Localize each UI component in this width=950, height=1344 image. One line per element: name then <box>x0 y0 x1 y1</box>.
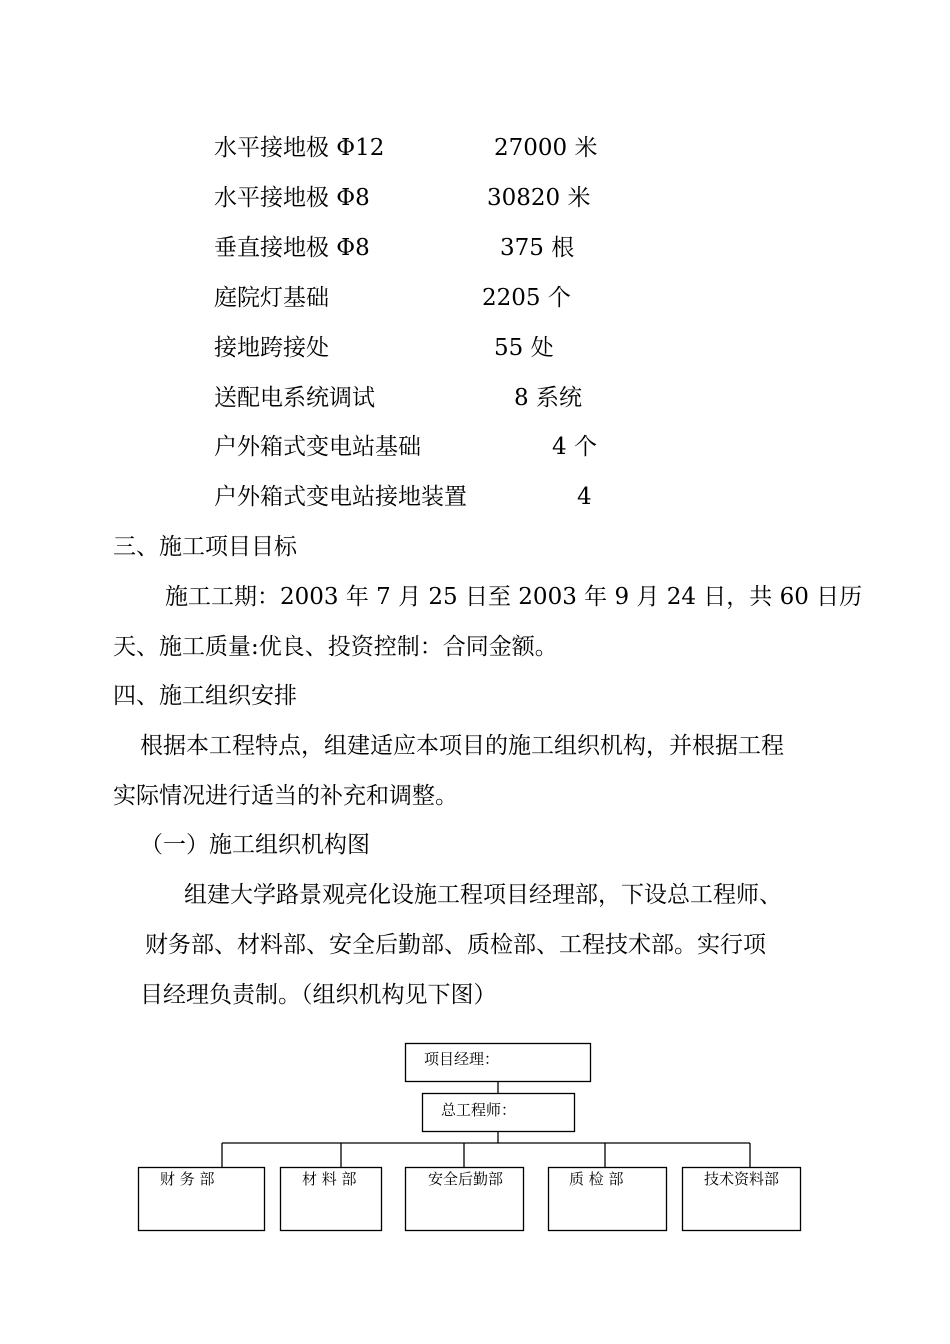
body-text: 目经理负责制。（组织机构见下图） <box>140 982 497 1008</box>
item-qty: 27000 米 <box>494 135 598 161</box>
item-qty: 8 系统 <box>514 385 582 411</box>
item-qty: 55 处 <box>494 335 554 361</box>
body-text: 实际情况进行适当的补充和调整。 <box>113 783 458 809</box>
department-label: 质 检 部 <box>569 1170 624 1188</box>
item-name: 接地跨接处 <box>214 335 329 361</box>
body-text: 组建大学路景观亮化设施工程项目经理部，下设总工程师、 <box>184 882 782 908</box>
body-text: 根据本工程特点，组建适应本项目的施工组织机构，并根据工程 <box>140 733 784 759</box>
item-qty: 375 根 <box>500 235 575 261</box>
manager-label: 项目经理： <box>424 1050 500 1068</box>
item-name: 户外箱式变电站接地装置 <box>214 484 467 510</box>
section-heading: 四、施工组织安排 <box>113 683 297 709</box>
body-text: 天、施工质量:优良、投资控制：合同金额。 <box>113 634 558 660</box>
department-label: 材 料 部 <box>302 1170 357 1188</box>
item-name: 水平接地极 Φ12 <box>214 135 385 161</box>
item-name: 水平接地极 Φ8 <box>214 185 370 211</box>
item-name: 户外箱式变电站基础 <box>214 434 421 460</box>
item-name: 送配电系统调试 <box>214 385 375 411</box>
item-name: 庭院灯基础 <box>214 285 329 311</box>
section-heading: 三、施工项目目标 <box>113 534 297 560</box>
body-text: 施工工期：2003 年 7 月 25 日至 2003 年 9 月 24 日，共 60 日历 <box>165 584 863 610</box>
item-qty: 4 <box>577 484 592 510</box>
item-name: 垂直接地极 Φ8 <box>214 235 370 261</box>
sub-heading: （一）施工组织机构图 <box>140 832 370 858</box>
department-label: 技术资料部 <box>704 1170 780 1188</box>
item-qty: 4 个 <box>552 434 597 460</box>
item-qty: 2205 个 <box>482 285 571 311</box>
item-qty: 30820 米 <box>487 185 591 211</box>
department-label: 财 务 部 <box>160 1170 215 1188</box>
body-text: 财务部、材料部、安全后勤部、质检部、工程技术部。实行项 <box>145 932 766 958</box>
department-label: 安全后勤部 <box>428 1170 504 1188</box>
chief-engineer-label: 总工程师： <box>441 1101 517 1119</box>
